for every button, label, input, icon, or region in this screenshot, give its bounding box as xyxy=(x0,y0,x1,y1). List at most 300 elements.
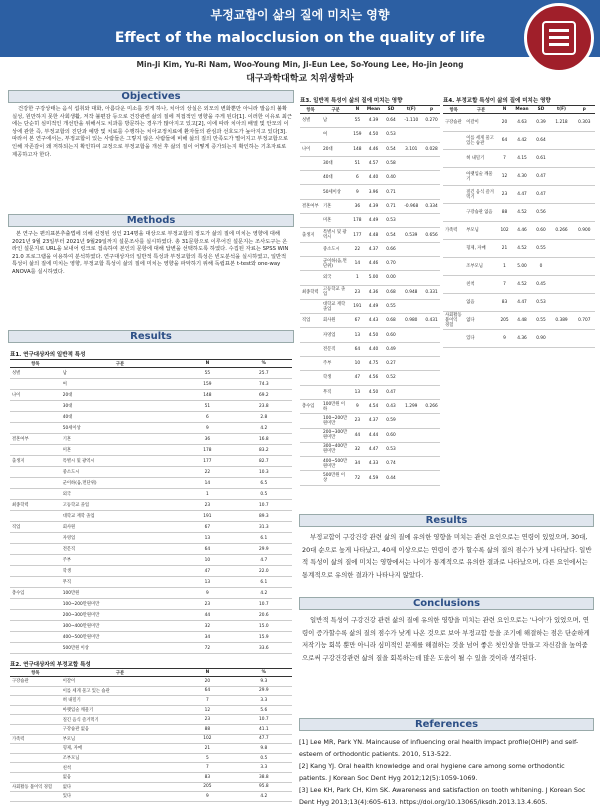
table-header-cell: N xyxy=(179,669,235,677)
table-row xyxy=(10,643,292,654)
table-cell: 0.61 xyxy=(533,150,550,168)
table-cell: 15.9 xyxy=(236,632,292,643)
table-cell: 9 xyxy=(179,792,235,802)
table-cell xyxy=(10,423,61,434)
table-row xyxy=(10,632,292,643)
table-cell: 500만원 이상 xyxy=(61,643,179,654)
table-cell xyxy=(443,258,464,276)
table-cell xyxy=(399,171,423,185)
table-cell: 구강습관 xyxy=(10,677,61,687)
table-cell: 7 xyxy=(179,763,235,773)
table-cell: 4.47 xyxy=(511,294,532,312)
table-cell: 4.42 xyxy=(511,132,532,150)
table-cell: 성별 xyxy=(10,368,61,379)
table-cell: 군이하(읍,면단위) xyxy=(61,478,179,489)
table-cell xyxy=(549,150,573,168)
table-cell: 부모님 xyxy=(464,222,497,240)
table-cell: 100~200만원미만 xyxy=(321,414,350,428)
table-cell: 25.7 xyxy=(236,368,292,379)
table-cell: 회사원 xyxy=(321,314,350,328)
table-cell: 4.30 xyxy=(511,168,532,186)
table-cell: 0.303 xyxy=(574,114,595,132)
table-row xyxy=(300,314,440,328)
table-cell: 기혼 xyxy=(321,199,350,213)
table-cell: 9.3 xyxy=(236,677,292,687)
table-row xyxy=(300,457,440,471)
table-cell: 7 xyxy=(498,150,512,168)
table-row xyxy=(10,522,292,533)
table-cell: 95.8 xyxy=(236,782,292,792)
authors: Min-Ji Kim, Yu-Ri Nam, Woo-Young Min, Ji-Eun Lee, So-Young Lee, Ho-jin Jeong xyxy=(136,60,464,69)
table-cell: 100~200만원미만 xyxy=(61,599,179,610)
table-cell xyxy=(443,168,464,186)
table-cell: 38.8 xyxy=(236,772,292,782)
table-cell xyxy=(399,385,423,399)
table-cell: 6.1 xyxy=(236,577,292,588)
table-cell: 4.36 xyxy=(511,330,532,348)
table-row xyxy=(10,772,292,782)
table-cell: 41.1 xyxy=(236,724,292,734)
table-row xyxy=(10,753,292,763)
table-cell: 1 xyxy=(179,489,235,500)
table-header-cell: 구분 xyxy=(321,106,350,114)
table-cell: 1 xyxy=(498,258,512,276)
table-cell: 무직 xyxy=(61,577,179,588)
table-cell: 31.3 xyxy=(236,522,292,533)
table-cell xyxy=(549,276,573,294)
table-row xyxy=(10,744,292,754)
table-row xyxy=(300,471,440,485)
table-cell xyxy=(10,643,61,654)
table-cell xyxy=(399,471,423,485)
table-cell: 4.57 xyxy=(364,156,382,170)
table-cell: 없다 xyxy=(61,782,179,792)
table-cell xyxy=(10,511,61,522)
table-cell: 4.43 xyxy=(364,314,382,328)
table-cell: 1.218 xyxy=(549,114,573,132)
table-cell: 4.50 xyxy=(364,128,382,142)
table-row xyxy=(300,199,440,213)
methods-header: Methods xyxy=(8,214,294,227)
table-cell: 있다 xyxy=(464,330,497,348)
table-cell: 0.66 xyxy=(383,242,400,256)
table-cell: 질긴 음식 즐겨먹기 xyxy=(464,186,497,204)
table-cell: 4.46 xyxy=(364,256,382,270)
table-cell: 자영업 xyxy=(321,328,350,342)
table-header-cell: SD xyxy=(533,106,550,114)
table-cell: 20 xyxy=(498,114,512,132)
table1-title: 표1. 연구대상자의 일반적 특성 xyxy=(10,352,86,358)
table-cell: 0.71 xyxy=(383,185,400,199)
table-cell: 0.53 xyxy=(383,214,400,228)
table-cell: 72 xyxy=(350,471,364,485)
table-cell: 4.47 xyxy=(364,442,382,456)
table-cell: 4.52 xyxy=(511,204,532,222)
table-cell xyxy=(399,271,423,285)
table-cell: 0.40 xyxy=(383,171,400,185)
table-cell: 64 xyxy=(350,342,364,356)
table-cell xyxy=(300,299,321,313)
table-cell xyxy=(423,214,440,228)
table-cell xyxy=(300,256,321,270)
table-cell xyxy=(10,478,61,489)
table-cell: 특별시 및 광역시 xyxy=(61,456,179,467)
table-row xyxy=(10,478,292,489)
table-cell: 형제, 자매 xyxy=(464,240,497,258)
table-cell: 3.3 xyxy=(236,696,292,706)
table-cell xyxy=(399,457,423,471)
table-header-cell: N xyxy=(179,360,235,368)
table-cell: 4.50 xyxy=(364,385,382,399)
table-cell xyxy=(10,772,61,782)
table-cell xyxy=(10,686,61,696)
table-cell: 5.00 xyxy=(511,258,532,276)
table-cell: 500만원 이상 xyxy=(321,471,350,485)
table-cell: 1.299 xyxy=(399,399,423,413)
table-row xyxy=(443,330,595,348)
table-cell xyxy=(10,544,61,555)
table-cell: 0.948 xyxy=(399,285,423,299)
table-cell: 0.45 xyxy=(533,276,550,294)
table-cell: 20대 xyxy=(321,142,350,156)
table-row xyxy=(300,128,440,142)
table-cell: 친척 xyxy=(61,763,179,773)
table-cell: 0.68 xyxy=(383,285,400,299)
table-cell xyxy=(423,457,440,471)
table-cell: 30대 xyxy=(321,156,350,170)
table-cell xyxy=(300,371,321,385)
table-cell: 10 xyxy=(179,555,235,566)
table-row xyxy=(10,696,292,706)
table-cell: 51 xyxy=(179,401,235,412)
table-row xyxy=(10,715,292,725)
table-cell: 9 xyxy=(350,185,364,199)
table-cell: 177 xyxy=(179,456,235,467)
table-cell: 9 xyxy=(179,423,235,434)
table-cell: 가족력 xyxy=(443,222,464,240)
table-cell: 1 xyxy=(350,271,364,285)
table-cell xyxy=(443,150,464,168)
table-cell: 22 xyxy=(350,242,364,256)
table-cell: 군이하(읍,면단위) xyxy=(321,256,350,270)
table-cell: 83 xyxy=(179,772,235,782)
table-cell: 10.7 xyxy=(236,599,292,610)
table-cell: 4.48 xyxy=(364,228,382,242)
table-cell: 6.1 xyxy=(236,533,292,544)
table-header-cell: N xyxy=(498,106,512,114)
table-cell: -0.968 xyxy=(399,199,423,213)
table-cell xyxy=(443,330,464,348)
table-cell xyxy=(10,632,61,643)
table-cell: 학생 xyxy=(321,371,350,385)
methods-text: 본 연구는 편의표본추출법에 의해 선정된 성인 214명을 대상으로 부정교합의 정도가 삶의 질에 미치는 영향에 대해 2021년 9월 23일부터 2021년 9월29일까지 설문조사를 실시하였다. 총 31문항으로 이루어진 설문지는 조사도구는 온라인 설문지로 URL을 보내어 링크로 접속하여 본인의 문항에 대해 답변을 선택하도록 하였다. 수집된 자료는 SPSS WIN 21.0 프로그램을 이용하여 분석하였다. 연구대상자의 일반적 특성과 부정교합의 특성은 빈도분석을 실시하였고, 일반적 특성이 삶의 질에 미치는 영향, 부정교합 특성이 삶의 질에 미치는 영향을 파악하기 위해 독립표본 t-test와 one-way ANOVA를 실시하였다. xyxy=(12,231,289,275)
table-cell: 0.53 xyxy=(383,128,400,142)
table-cell: 0.539 xyxy=(399,228,423,242)
table-cell xyxy=(10,696,61,706)
table-cell: 23 xyxy=(179,715,235,725)
table-cell: 22.0 xyxy=(236,566,292,577)
table-cell xyxy=(399,328,423,342)
table-cell: 0.68 xyxy=(383,314,400,328)
table-cell: 300~400만원미만 xyxy=(61,621,179,632)
table-cell: 직업 xyxy=(10,522,61,533)
table-row xyxy=(10,734,292,744)
table-cell: 148 xyxy=(350,142,364,156)
table-cell: 조부모님 xyxy=(464,258,497,276)
table-row xyxy=(443,312,595,330)
table-cell: 400~500만원미만 xyxy=(61,632,179,643)
table-cell: 0.49 xyxy=(383,342,400,356)
table-cell: 대학교 재학 졸업 xyxy=(61,511,179,522)
table-cell xyxy=(300,271,321,285)
table-cell xyxy=(574,294,595,312)
table-row xyxy=(10,511,292,522)
table-cell: 남 xyxy=(321,114,350,128)
table-row xyxy=(300,271,440,285)
table-row xyxy=(10,792,292,802)
table-cell: 0.74 xyxy=(383,457,400,471)
table-cell: 4.54 xyxy=(364,399,382,413)
table-cell: 형제, 자매 xyxy=(61,744,179,754)
objectives-header: Objectives xyxy=(8,90,294,103)
table-cell xyxy=(574,132,595,150)
table-cell xyxy=(574,186,595,204)
table-cell: -1.110 xyxy=(399,114,423,128)
table-cell xyxy=(423,442,440,456)
title-korean: 부정교합이 삶의 질에 미치는 영향 xyxy=(210,8,390,22)
table-row xyxy=(10,705,292,715)
table-cell: 205 xyxy=(498,312,512,330)
table-cell xyxy=(10,621,61,632)
table-cell: 21 xyxy=(179,744,235,754)
table-row xyxy=(10,763,292,773)
results-text: 부정교합이 구강건강 관련 삶의 질에 유의한 영향을 미치는 관련 요인으로는 연령이 있었으며, 30대, 20대 순으로 높게 나타났고, 40세 이상으로는 연령이 증가 할수록 삶의 질의 점수가 낮게 나타났다. 일반적 특성이 삶의 질에 미치는 영향에서는 나이가 통계적으로 유의한 결과로 나타났으며, 다른 요인에서는 통계적으로 유의한 결과가 나타나지 않았다. xyxy=(302,533,592,579)
conclusions-header: Conclusions xyxy=(299,597,594,610)
table-cell: 4.56 xyxy=(364,371,382,385)
table-cell: 0.90 xyxy=(533,330,550,348)
table-cell: 4.48 xyxy=(511,312,532,330)
table-cell xyxy=(574,258,595,276)
table-cell: 5.6 xyxy=(236,705,292,715)
table-cell: 0.54 xyxy=(383,142,400,156)
table-cell: 32 xyxy=(179,621,235,632)
table-cell xyxy=(549,168,573,186)
table-cell: 5.00 xyxy=(364,271,382,285)
table-cell: 4.15 xyxy=(511,150,532,168)
table-cell xyxy=(10,715,61,725)
table-cell: 대학교 재학 졸업 xyxy=(321,299,350,313)
table-cell: 0.270 xyxy=(423,114,440,128)
table-cell: 23 xyxy=(179,500,235,511)
table-cell: 29.9 xyxy=(236,544,292,555)
table-cell xyxy=(10,412,61,423)
table-cell: 6.5 xyxy=(236,478,292,489)
table-cell: 4.36 xyxy=(364,285,382,299)
table-cell: 64 xyxy=(498,132,512,150)
table-header-cell: 항목 xyxy=(10,360,61,368)
table-cell: 4.52 xyxy=(511,276,532,294)
table-cell: 40대 xyxy=(321,171,350,185)
table-cell: 191 xyxy=(179,511,235,522)
table-cell: 0.27 xyxy=(383,357,400,371)
table-cell xyxy=(10,555,61,566)
table-cell: 외국 xyxy=(321,271,350,285)
table-cell: 88 xyxy=(498,204,512,222)
table-cell: 4.40 xyxy=(364,171,382,185)
table-row xyxy=(10,368,292,379)
table-cell: 10.7 xyxy=(236,500,292,511)
table-row xyxy=(10,599,292,610)
table-cell: 없음 xyxy=(464,294,497,312)
table-cell: 178 xyxy=(350,214,364,228)
table-cell xyxy=(10,489,61,500)
table-cell: 20대 xyxy=(61,390,179,401)
table-cell: 4.2 xyxy=(236,588,292,599)
table-row xyxy=(300,442,440,456)
table-cell: 나이 xyxy=(10,390,61,401)
table-cell: 4.40 xyxy=(364,342,382,356)
table-row xyxy=(443,204,595,222)
table-cell: 전문직 xyxy=(61,544,179,555)
table4-title: 표4. 부정교합 특성이 삶의 질에 미치는 영향 xyxy=(443,98,551,104)
table-cell xyxy=(10,445,61,456)
table-row xyxy=(10,686,292,696)
table-cell: 12 xyxy=(498,168,512,186)
table-cell: 88 xyxy=(179,724,235,734)
table-cell: 6 xyxy=(179,412,235,423)
table-row xyxy=(443,186,595,204)
table-cell: 고등학교 졸업 xyxy=(61,500,179,511)
table-header-cell: % xyxy=(236,360,292,368)
table-row xyxy=(10,401,292,412)
table-cell: 0.55 xyxy=(533,240,550,258)
table-cell: 특별시 및 광역시 xyxy=(321,228,350,242)
table-row xyxy=(10,467,292,478)
table-cell: 13 xyxy=(179,577,235,588)
table-cell: 4.33 xyxy=(364,457,382,471)
table-cell: 50세이상 xyxy=(321,185,350,199)
table-cell xyxy=(423,371,440,385)
table-cell: 29.9 xyxy=(236,686,292,696)
table-cell xyxy=(423,185,440,199)
table-cell: 159 xyxy=(350,128,364,142)
table-cell: 4.46 xyxy=(511,222,532,240)
table-cell: 102 xyxy=(179,734,235,744)
table-cell: 44 xyxy=(350,428,364,442)
table-cell: 5 xyxy=(179,753,235,763)
table-cell: 7 xyxy=(179,696,235,706)
table-cell: 구강습관 없음 xyxy=(61,724,179,734)
table-cell: 3.101 xyxy=(399,142,423,156)
table-cell xyxy=(423,342,440,356)
table-cell xyxy=(10,705,61,715)
table-cell: 친척 xyxy=(464,276,497,294)
table2 xyxy=(10,668,292,802)
table-cell xyxy=(443,204,464,222)
table-cell: 4.44 xyxy=(364,428,382,442)
table-cell: 결혼여부 xyxy=(300,199,321,213)
table-header-cell: 구분 xyxy=(61,360,179,368)
table-row xyxy=(300,156,440,170)
table-cell: 100만원 xyxy=(61,588,179,599)
table-row xyxy=(300,242,440,256)
table-cell: 191 xyxy=(350,299,364,313)
table-cell: 학생 xyxy=(61,566,179,577)
table-cell xyxy=(399,357,423,371)
table-cell: 0.53 xyxy=(533,294,550,312)
table-cell: 나이 xyxy=(300,142,321,156)
table-header-cell: p xyxy=(574,106,595,114)
table-cell: 40대 xyxy=(61,412,179,423)
table-cell xyxy=(10,724,61,734)
table-cell: 16.8 xyxy=(236,434,292,445)
table-cell: 9 xyxy=(350,399,364,413)
table-cell xyxy=(574,240,595,258)
table-cell: 4.75 xyxy=(364,357,382,371)
table-cell: 3.96 xyxy=(364,185,382,199)
table-cell xyxy=(443,276,464,294)
table-cell xyxy=(423,242,440,256)
table-cell: 13 xyxy=(179,533,235,544)
table-cell xyxy=(549,204,573,222)
table-cell xyxy=(399,242,423,256)
table-cell xyxy=(574,204,595,222)
table-row xyxy=(300,299,440,313)
table-cell xyxy=(399,128,423,142)
table-cell: 구강습관 없음 xyxy=(464,204,497,222)
table-cell: 주부 xyxy=(321,357,350,371)
table-row xyxy=(443,150,595,168)
table-cell: 남 xyxy=(61,368,179,379)
table3-title: 표3. 일반적 특성이 삶의 질에 미치는 영향 xyxy=(300,98,403,104)
table-cell: 4.37 xyxy=(364,242,382,256)
table-cell xyxy=(10,763,61,773)
table-cell: 중소도시 xyxy=(61,467,179,478)
table-cell xyxy=(300,214,321,228)
table-cell: 0.266 xyxy=(423,399,440,413)
table-cell xyxy=(10,566,61,577)
table-cell xyxy=(10,379,61,390)
table-cell: 4.52 xyxy=(511,240,532,258)
table-cell xyxy=(423,471,440,485)
table-cell: 0.56 xyxy=(533,204,550,222)
table-cell: 200~300만원미만 xyxy=(321,428,350,442)
table-cell: 사회활동 불이익 경험 xyxy=(10,782,61,792)
table-cell: 10.3 xyxy=(236,467,292,478)
table-cell: 69.2 xyxy=(236,390,292,401)
table-header-cell: 항목 xyxy=(443,106,464,114)
table-cell: 23 xyxy=(350,285,364,299)
table-cell: 전문직 xyxy=(321,342,350,356)
table-cell: 47.7 xyxy=(236,734,292,744)
table-cell: 0.60 xyxy=(383,328,400,342)
table-cell xyxy=(10,599,61,610)
table-cell: 아랫입술 깨물기 xyxy=(61,705,179,715)
table-cell: 기혼 xyxy=(61,434,179,445)
table-cell: 3.3 xyxy=(236,763,292,773)
table-row xyxy=(300,114,440,128)
table-cell: 300~400만원미만 xyxy=(321,442,350,456)
table-cell: 34 xyxy=(350,457,364,471)
table-cell xyxy=(443,132,464,150)
table-cell: 32 xyxy=(350,442,364,456)
table-cell: 0.70 xyxy=(383,256,400,270)
table-cell: 21 xyxy=(498,240,512,258)
table-cell: 4.47 xyxy=(511,186,532,204)
affiliation: 대구과학대학교 치위생학과 xyxy=(246,74,354,84)
table-cell: 0.47 xyxy=(533,186,550,204)
table-cell: 최종학력 xyxy=(10,500,61,511)
